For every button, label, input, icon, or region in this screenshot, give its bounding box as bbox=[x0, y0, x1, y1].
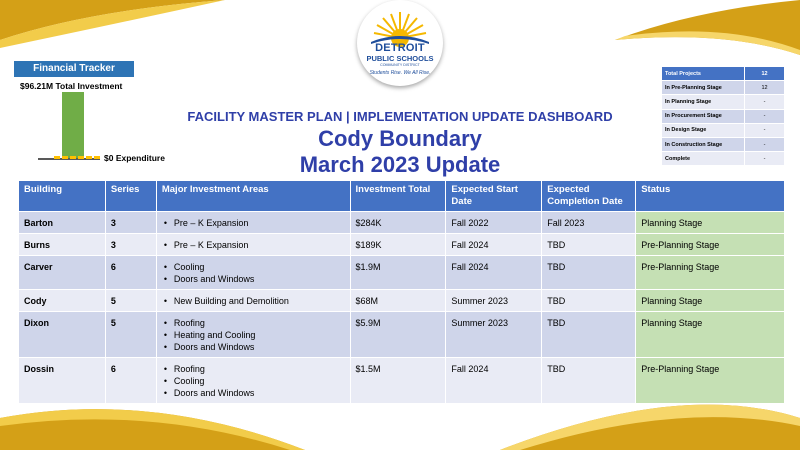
table-row bbox=[19, 290, 785, 312]
series-cell: 5 bbox=[105, 312, 156, 358]
total-investment-label: $96.21M Total Investment bbox=[20, 81, 123, 91]
page-title: Cody Boundary bbox=[318, 126, 482, 151]
status-cell: Pre-Planning Stage bbox=[636, 234, 785, 256]
status-cell: Pre-Planning Stage bbox=[636, 358, 785, 404]
summary-label: In Construction Stage bbox=[662, 137, 745, 151]
completion-date-cell: TBD bbox=[542, 358, 636, 404]
table-row bbox=[19, 358, 785, 404]
column-header: Expected Start Date bbox=[446, 181, 542, 212]
summary-value: - bbox=[745, 137, 785, 151]
expenditure-label: $0 Expenditure bbox=[104, 153, 165, 163]
summary-row bbox=[662, 95, 785, 109]
summary-value: - bbox=[745, 95, 785, 109]
summary-value: - bbox=[745, 123, 785, 137]
investment-area-item: • Doors and Windows bbox=[162, 273, 345, 285]
summary-row bbox=[662, 81, 785, 95]
investment-areas-list bbox=[162, 317, 345, 353]
investment-areas-list bbox=[162, 295, 345, 307]
investment-total-cell: $1.5M bbox=[350, 358, 446, 404]
summary-value: 12 bbox=[745, 67, 785, 81]
investment-areas-cell bbox=[156, 358, 350, 404]
completion-date-cell: TBD bbox=[542, 290, 636, 312]
status-cell: Pre-Planning Stage bbox=[636, 256, 785, 290]
logo-line-2: PUBLIC SCHOOLS bbox=[366, 54, 434, 63]
investment-area-item: • Roofing bbox=[162, 317, 345, 329]
status-cell: Planning Stage bbox=[636, 312, 785, 358]
building-cell: Cody bbox=[19, 290, 106, 312]
logo-tagline: Students Rise. We All Rise. bbox=[369, 70, 431, 76]
status-cell: Planning Stage bbox=[636, 212, 785, 234]
summary-row bbox=[662, 152, 785, 166]
column-header: Investment Total bbox=[350, 181, 446, 212]
investment-areas-list bbox=[162, 261, 345, 285]
investment-area-item: • Heating and Cooling bbox=[162, 329, 345, 341]
column-header: Status bbox=[636, 181, 785, 212]
status-cell: Planning Stage bbox=[636, 290, 785, 312]
investment-areas-cell bbox=[156, 256, 350, 290]
investment-total-cell: $189K bbox=[350, 234, 446, 256]
investment-area-item: • Cooling bbox=[162, 375, 345, 387]
start-date-cell: Fall 2024 bbox=[446, 234, 542, 256]
start-date-cell: Fall 2024 bbox=[446, 358, 542, 404]
investment-areas-list bbox=[162, 217, 345, 229]
investment-areas-cell bbox=[156, 290, 350, 312]
summary-value: 12 bbox=[745, 81, 785, 95]
building-cell: Barton bbox=[19, 212, 106, 234]
investment-area-item: • Doors and Windows bbox=[162, 341, 345, 353]
investment-areas-cell bbox=[156, 212, 350, 234]
summary-label: In Pre-Planning Stage bbox=[662, 81, 745, 95]
financial-tracker-header: Financial Tracker bbox=[14, 61, 134, 77]
table-row bbox=[19, 256, 785, 290]
column-header: Building bbox=[19, 181, 106, 212]
logo-line-3: COMMUNITY DISTRICT bbox=[380, 63, 420, 67]
series-cell: 6 bbox=[105, 358, 156, 404]
series-cell: 3 bbox=[105, 234, 156, 256]
summary-label: In Planning Stage bbox=[662, 95, 745, 109]
table-row bbox=[19, 212, 785, 234]
dashboard-title: FACILITY MASTER PLAN | IMPLEMENTATION UPDATE DASHBOARD bbox=[187, 109, 613, 124]
series-cell: 5 bbox=[105, 290, 156, 312]
investment-areas-cell bbox=[156, 312, 350, 358]
column-header: Major Investment Areas bbox=[156, 181, 350, 212]
building-cell: Carver bbox=[19, 256, 106, 290]
summary-label: Complete bbox=[662, 152, 745, 166]
project-summary-table bbox=[661, 66, 785, 166]
investment-total-cell: $68M bbox=[350, 290, 446, 312]
completion-date-cell: TBD bbox=[542, 312, 636, 358]
column-header: Expected Completion Date bbox=[542, 181, 636, 212]
gold-swoosh-bottom-right bbox=[500, 400, 800, 450]
summary-label: In Procurement Stage bbox=[662, 109, 745, 123]
building-cell: Dossin bbox=[19, 358, 106, 404]
investment-area-item: • Cooling bbox=[162, 261, 345, 273]
summary-value: - bbox=[745, 152, 785, 166]
table-header-row bbox=[19, 181, 785, 212]
investment-total-cell: $284K bbox=[350, 212, 446, 234]
investment-area-item: • Roofing bbox=[162, 363, 345, 375]
start-date-cell: Fall 2024 bbox=[446, 256, 542, 290]
summary-row bbox=[662, 137, 785, 151]
gold-swoosh-top-left bbox=[0, 0, 230, 50]
series-cell: 3 bbox=[105, 212, 156, 234]
series-cell: 6 bbox=[105, 256, 156, 290]
investment-area-item: • New Building and Demolition bbox=[162, 295, 345, 307]
projects-table bbox=[18, 180, 785, 404]
page-subtitle: March 2023 Update bbox=[299, 152, 501, 177]
completion-date-cell: Fall 2023 bbox=[542, 212, 636, 234]
gold-swoosh-bottom-left bbox=[0, 400, 310, 450]
summary-row bbox=[662, 67, 785, 81]
investment-total-cell: $5.9M bbox=[350, 312, 446, 358]
investment-area-item: • Pre – K Expansion bbox=[162, 239, 345, 251]
table-row bbox=[19, 312, 785, 358]
investment-areas-cell bbox=[156, 234, 350, 256]
column-header: Series bbox=[105, 181, 156, 212]
summary-row bbox=[662, 109, 785, 123]
start-date-cell: Fall 2022 bbox=[446, 212, 542, 234]
summary-row bbox=[662, 123, 785, 137]
building-cell: Dixon bbox=[19, 312, 106, 358]
completion-date-cell: TBD bbox=[542, 234, 636, 256]
logo-line-1: DETROIT bbox=[375, 42, 425, 54]
investment-areas-list bbox=[162, 363, 345, 399]
completion-date-cell: TBD bbox=[542, 256, 636, 290]
gold-swoosh-top-right bbox=[615, 0, 800, 55]
investment-total-cell: $1.9M bbox=[350, 256, 446, 290]
investment-area-item: • Doors and Windows bbox=[162, 387, 345, 399]
summary-value: - bbox=[745, 109, 785, 123]
summary-label: In Design Stage bbox=[662, 123, 745, 137]
start-date-cell: Summer 2023 bbox=[446, 290, 542, 312]
investment-area-item: • Pre – K Expansion bbox=[162, 217, 345, 229]
table-row bbox=[19, 234, 785, 256]
dps-logo bbox=[357, 0, 443, 86]
summary-label: Total Projects bbox=[662, 67, 745, 81]
building-cell: Burns bbox=[19, 234, 106, 256]
start-date-cell: Summer 2023 bbox=[446, 312, 542, 358]
investment-areas-list bbox=[162, 239, 345, 251]
